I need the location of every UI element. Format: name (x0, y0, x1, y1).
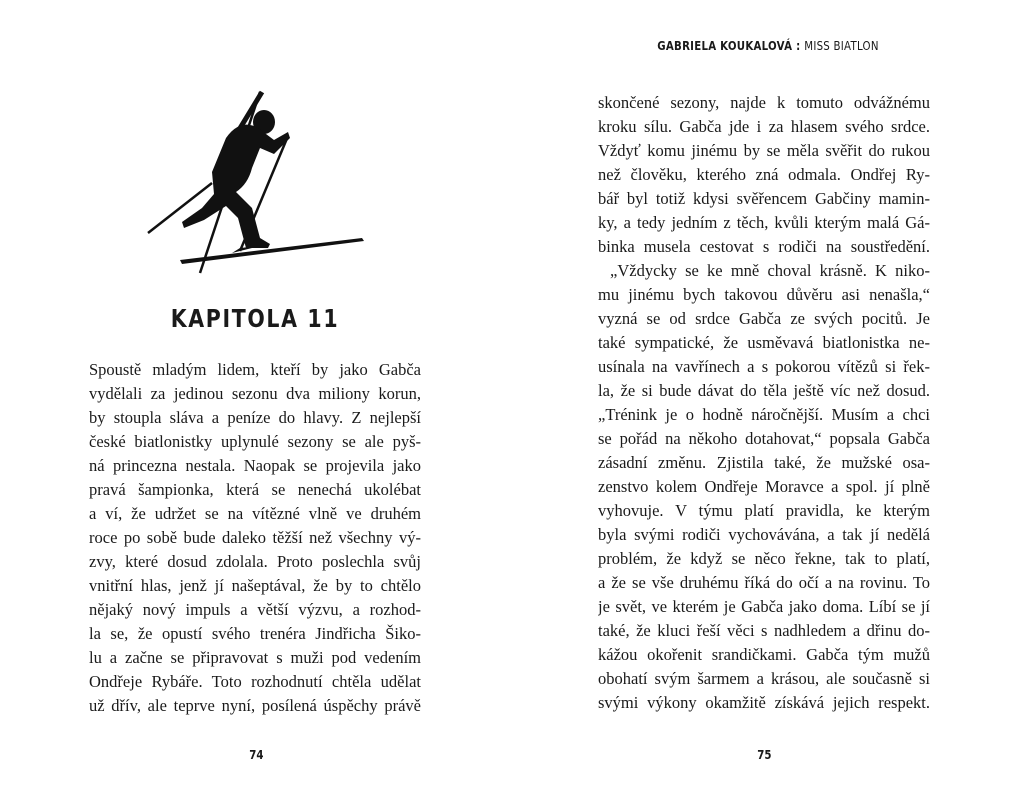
right-page-body (598, 91, 930, 715)
text-line: vyhovuje. V týmu platí pravidla, ke kterým (598, 501, 930, 520)
text-line: obohatí svým šarmem a krásou, ale současně si (598, 669, 930, 688)
page-number-left: 74 (249, 748, 264, 762)
text-line: Vždyť komu jinému by se měla svěřit do rukou (598, 141, 930, 160)
running-head-title: MISS BIATLON (804, 39, 879, 53)
text-line: svými výkony okamžitě získává jejich respekt. (598, 693, 930, 712)
running-head-author: GABRIELA KOUKALOVÁ (657, 39, 793, 53)
text-line: skončené sezony, najde k tomuto odvážnému (598, 93, 930, 112)
text-line: ná princezna nestala. Naopak se projevila jako (89, 456, 421, 475)
text-line: vyzná se od srdce Gabča ze svých pocitů. Je (598, 309, 930, 328)
text-line: Spoustě mladým lidem, kteří by jako Gabča (89, 360, 421, 379)
text-line: kroku sílu. Gabča jde i za hlasem svého srdce. (598, 117, 930, 136)
running-head-separator: : (796, 39, 801, 53)
text-line: „Vždycky se ke mně choval krásně. K niko- (610, 261, 930, 280)
chapter-title: KAPITOLA 11 (170, 304, 340, 333)
text-line: se pořád na někoho dotahovat,“ popsala Gabča (598, 429, 930, 448)
text-line: lu a začne se připravovat s muži pod vedením (89, 648, 421, 667)
text-line: roce po sobě bude daleko těžší než všechny vý- (89, 528, 421, 547)
text-line: Ondřeje Rybáře. Toto rozhodnutí chtěla udělat (89, 672, 421, 691)
text-line: vydělali za jedinou sezonu dva miliony korun, (89, 384, 421, 403)
text-line: „Trénink je o hodně náročnější. Musím a chci (598, 405, 930, 424)
left-page-body (89, 358, 421, 718)
text-line: zenstvo kolem Ondřeje Moravce a spol. jí plně (598, 477, 930, 496)
text-line: by stoupla sláva a peníze do hlavy. Z nejlepší (89, 408, 421, 427)
running-head (625, 39, 911, 53)
text-line: kážou okořenit srandičkami. Gabča tým mužů (598, 645, 930, 664)
text-line: mu jinému bych takovou důvěru asi nenašla,“ (598, 285, 930, 304)
text-line: la, že si bude dávat do těla ještě víc než dosud. (598, 381, 930, 400)
text-line: také, že kluci řeší věci s nadhledem a dřinu do- (598, 621, 930, 640)
text-line: ky, a tedy jedním z těch, kvůli kterým malá Gá- (598, 213, 930, 232)
text-line: také sympatické, že usměvavá biatlonistka ne- (598, 333, 930, 352)
text-line: la se, že opustí svého trenéra Jindřicha Šiko- (89, 624, 421, 643)
text-line: zásadní změnu. Zjistila také, že mužské osa- (598, 453, 930, 472)
page-number-right: 75 (757, 748, 772, 762)
text-line: vnitřní hlas, jenž jí našeptával, že by to chtělo (89, 576, 421, 595)
text-line: problém, že když se něco řekne, tak to platí, (598, 549, 930, 568)
text-line: pravá šampionka, která se nenechá ukolébat (89, 480, 421, 499)
text-line: je svět, ve kterém je Gabča jako doma. Líbí se jí (598, 597, 930, 616)
text-line: už dřív, ale teprve nyní, posílená úspěchy právě (89, 696, 421, 715)
text-line: binka musela cestovat s rodiči na soustředění. (598, 237, 930, 256)
text-line: bář byl totiž kdysi svěřencem Gabčiny mamin- (598, 189, 930, 208)
text-line: a ví, že udržet se na vítězné vlně ve druhém (89, 504, 421, 523)
text-line: zvy, které dosud zdolala. Proto poslechla svůj (89, 552, 421, 571)
text-line: české biatlonistky uplynulé sezony se ale pyš- (89, 432, 421, 451)
text-line: a že se vše druhému říká do očí a na rovinu. To (598, 573, 930, 592)
text-line: usínala na vavřínech a s pokorou vítězů si řek- (598, 357, 930, 376)
text-line: nějaký nový impuls a větší výzvu, a rozhod- (89, 600, 421, 619)
text-line: než člověku, kterého zná odmala. Ondřej Ry- (598, 165, 930, 184)
biathlete-skier-silhouette-icon (140, 88, 370, 280)
text-line: byla svými rodiči vychovávána, a tak jí nedělá (598, 525, 930, 544)
